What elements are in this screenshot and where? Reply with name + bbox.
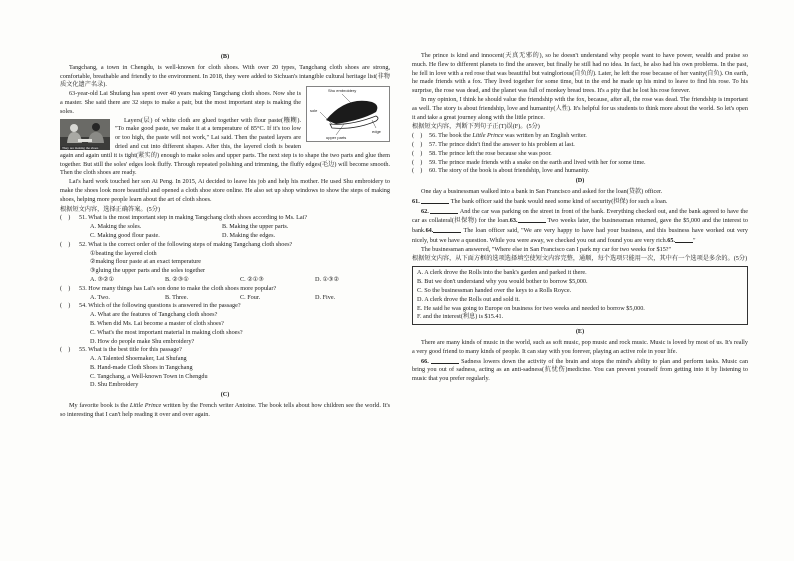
blank-63[interactable] — [518, 216, 546, 223]
blank-number-62: 62. — [421, 207, 429, 215]
passage-e-text-66: Sadness lowers down the activity of the brain and stops the mind's ability to plan and perform tasks. Music can bring you out of sadness, acting as an anti-sadness(抗忧伤)medicine. You can prevent yourself from getting into it by listening to music that you prefer regularly. — [412, 357, 748, 383]
paren-open-52: ( — [60, 240, 63, 248]
question-52-options — [60, 276, 390, 285]
statement-56 — [412, 132, 748, 141]
option-53-c[interactable]: C. Four. — [240, 293, 261, 301]
question-55-stem: 55. What is the best title for this passage? — [79, 346, 182, 354]
passage-d-paragraph-1: One day a businessman walked into a bank in San Francisco and asked for the loan(贷款) officer. — [421, 187, 663, 195]
answer-slot-55[interactable] — [60, 346, 70, 355]
option-53-b[interactable]: B. Three. — [165, 293, 189, 301]
right-column — [412, 52, 748, 384]
question-54 — [60, 302, 390, 311]
blank-65[interactable] — [675, 236, 693, 243]
option-54-c[interactable]: C. What's the most important material in making cloth shoes? — [90, 328, 243, 336]
tf-close-57: ) — [420, 140, 423, 148]
option-52-d[interactable]: D. ①③② — [315, 275, 340, 283]
question-52 — [60, 241, 390, 250]
option-52-c[interactable]: C. ②①③ — [240, 275, 264, 283]
tf-close-60: ) — [420, 167, 423, 175]
question-53 — [60, 285, 390, 294]
options-box — [412, 266, 748, 325]
passage-c-p1-start: My favorite book is the — [69, 402, 130, 410]
paren-open-53: ( — [60, 284, 63, 292]
paren-open-55: ( — [60, 346, 63, 354]
tf-open-60: ( — [412, 167, 415, 175]
tf-open-58: ( — [412, 149, 415, 157]
diagram-label-sole: sole — [310, 108, 318, 114]
book-title: Little Prince — [129, 402, 162, 410]
blank-number-61: 61. — [412, 197, 420, 205]
section-c-heading: (C) — [220, 391, 230, 399]
option-52-a[interactable]: A. ③②① — [90, 275, 115, 283]
blank-62[interactable] — [430, 207, 458, 214]
section-e-heading: (E) — [575, 328, 585, 336]
paren-close-54: ) — [68, 302, 71, 310]
statement-58-text: 58. The prince left the rose because she was poor. — [429, 149, 552, 157]
box-option-b: B. But we don't understand why you would bother to borrow $5,000. — [417, 278, 588, 286]
blank-64[interactable] — [433, 226, 461, 233]
section-d-instruction: 根据短文内容，从下面方框的选项选择填空使短文内容完整，通顺，每个选项只能用一次，其中有一个选项是多余的。(5分) — [412, 254, 748, 262]
passage-d-text-62: And the car was parking on the street in front of the bank. Everything checked out, and the bank agreed to have the car as collateral(担保物) for the loan. — [412, 207, 749, 225]
answer-slot-60[interactable] — [412, 167, 422, 176]
tf-close-59: ) — [420, 158, 423, 166]
box-option-d: D. A clerk drove the Rolls out and sold it. — [417, 295, 520, 303]
step-3: ③gluing the upper parts and the soles together — [90, 267, 206, 275]
diagram-label-upper: upper parts — [326, 135, 347, 141]
question-51-stem: 51. What is the most important step in making Tangchang cloth shoes according to Ms. Lai? — [79, 214, 308, 222]
box-option-e: E. He said he was going to Europe on business for two weeks and needed to borrow $5,000. — [417, 304, 645, 312]
passage-c-p1-end: written by the French writer Antoine. The book tells about how children see the world. It's so interesting that I can't help reading it over and over again. — [60, 402, 390, 418]
passage-d-paragraph-3: The businessman answered, "Where else in San Francisco can I park my car for two weeks for $15?" — [421, 245, 672, 253]
answer-slot-52[interactable] — [60, 241, 70, 250]
option-51-b[interactable]: B. Making the upper parts. — [222, 223, 289, 231]
question-53-stem: 53. How many things has Lai's son done to make the cloth shoes more popular? — [79, 284, 277, 292]
option-55-b[interactable]: B. Hand-made Cloth Shoes in Tangchang — [90, 363, 193, 371]
passage-c-paragraph-3: In my opinion, I think he should value the friendship with the fox, because, after all, the rose was dead. The friendship is important as well. The story is about friendship, love and humanity(人性). It's helpful for us students to think more about the world. So let's open it and take a great journey along with the little prince. — [412, 95, 748, 121]
statement-56-title: Little Prince — [472, 132, 504, 140]
answer-slot-51[interactable] — [60, 214, 70, 223]
blank-number-66: 66. — [421, 357, 429, 365]
passage-d-text-64: The loan officer said, "We are very happy to have had your business, and this business have worked out very nicely, but we have a question. While you were away, we checked you out and found you are very rich. — [412, 227, 748, 244]
option-55-a[interactable]: A. A Talented Shoemaker, Lai Shufang — [90, 355, 187, 363]
option-53-d[interactable]: D. Five. — [315, 293, 336, 301]
box-option-f: F. and the interest(利息) is $15.41. — [417, 313, 504, 321]
question-54-stem: 54. Which of the following questions is answered in the passage? — [79, 302, 241, 310]
passage-d-text-61: The bank officer said the bank would need some kind of security(担保) for such a loan. — [449, 197, 668, 205]
paren-close-55: ) — [68, 346, 71, 354]
answer-slot-56[interactable] — [412, 132, 422, 141]
tf-close-58: ) — [420, 149, 423, 157]
statement-56-start: 56. The book the — [429, 132, 473, 140]
option-53-a[interactable]: A. Two. — [90, 293, 110, 301]
option-54-a[interactable]: A. What are the features of Tangchang cloth shoes? — [90, 311, 218, 319]
paren-open-54: ( — [60, 302, 63, 310]
paren-open-51: ( — [60, 214, 63, 222]
blank-number-63: 63. — [509, 217, 518, 225]
statement-60-text: 60. The story of the book is about friendship, love and humanity. — [429, 167, 590, 175]
section-c-instruction: 根据短文内容，判断下列句子正(T)误(F)。(5分) — [412, 123, 540, 131]
tf-open-56: ( — [412, 132, 415, 140]
shoemaking-photo — [60, 119, 110, 150]
paren-close-51: ) — [68, 214, 71, 222]
statement-59 — [412, 159, 748, 168]
option-51-c[interactable]: C. Making good flour paste. — [90, 231, 160, 239]
option-52-b[interactable]: B. ②③① — [165, 275, 189, 283]
answer-slot-53[interactable] — [60, 285, 70, 294]
passage-b-paragraph-2: 63-year-old Lai Shufang has spent over 40 years making Tangchang cloth shoes. Now she is a master. She said there are 32 steps to make a pair, but the most important step is making the soles. — [60, 90, 301, 115]
option-51-d[interactable]: D. Making the edges. — [222, 231, 276, 239]
step-1: ①beating the layered cloth — [90, 249, 157, 257]
tf-close-56: ) — [420, 132, 423, 140]
option-51-a[interactable]: A. Making the soles. — [90, 223, 142, 231]
statement-57 — [412, 141, 748, 150]
blank-61[interactable] — [421, 197, 449, 204]
question-51-options-row-1 — [60, 223, 390, 232]
tf-open-57: ( — [412, 140, 415, 148]
passage-d-text-65-end: " — [693, 236, 696, 244]
option-55-d[interactable]: D. Shu Embroidery — [90, 381, 139, 389]
blank-number-64: 64. — [425, 227, 434, 235]
question-55 — [60, 346, 390, 355]
answer-slot-54[interactable] — [60, 302, 70, 311]
option-55-c[interactable]: C. Tangchang, a Well-known Town in Chengdu — [90, 372, 208, 380]
question-51 — [60, 214, 390, 223]
diagram-label-edge: edge — [372, 129, 381, 135]
answer-slot-58[interactable] — [412, 150, 422, 159]
passage-e-paragraph-2 — [412, 357, 748, 384]
photo-caption: They are making the shoes — [62, 145, 99, 150]
box-option-c: C. So the businessman handed over the keys to a Rolls Royce. — [417, 286, 572, 294]
answer-slot-59[interactable] — [412, 159, 422, 168]
box-option-a: A. A clerk drove the Rolls into the bank's garden and parked it there. — [417, 269, 587, 277]
question-51-options-row-2 — [60, 232, 390, 241]
passage-b-paragraph-3: Layers(层) of white cloth are glued together with flour paste(糨糊). "To make good paste, we make it at a temperature of 85°C. If it's too low or too high, the paste will not work," Lai said. Then the pasted layers are dried and cut into different shapes. After this, the layered cloth is beaten again and again until it is tight(紧实的) enough to make soles and upper parts. The next step is to shape the two parts and glue them together. But still the soles' edges look fluffy. Through repeated polishing and trimming, the fluffy edges(毛边) will become smooth. Then the cloth shoes are ready. — [60, 116, 390, 177]
blank-number-65: 65. — [667, 236, 675, 244]
statement-56-end: was written by an English writer. — [503, 132, 587, 140]
diagram-label-embroidery: Shu embroidery — [328, 88, 357, 94]
step-2: ②making flour paste at an exact temperature — [90, 258, 202, 266]
answer-slot-57[interactable] — [412, 141, 422, 150]
passage-d-paragraph-2 — [412, 207, 748, 246]
tf-open-59: ( — [412, 158, 415, 166]
passage-e-paragraph-1: There are many kinds of music in the world, such as soft music, pop music and rock music. Music is loved by most of us. It's really a very good friend to many kinds of people. It can stay with you forever, playing an active role in your life. — [412, 338, 748, 355]
passage-b-paragraph-1: Tangchang, a town in Chengdu, is well-known for cloth shoes. With over 20 types, Tangchang cloth shoes are strong, comfortable, breathable and friendly to the environment. In 2018, they were added to Sichuan's intangible cultural heritage list(非物质文化遗产名录). — [60, 63, 390, 89]
passage-c-paragraph-1 — [60, 402, 390, 420]
blank-66[interactable] — [431, 357, 459, 364]
passage-b-paragraph-4: Lai's hard work touched her son Ai Peng. In 2015, Ai decided to leave his job and help his mother. He used Shu embroidery to make the shoes look more beautiful and opened a cloth shoe store online. He also set up shop windows to show the steps of making shoes, helping more people learn about the art of cloth shoes. — [60, 178, 390, 203]
statement-58 — [412, 150, 748, 159]
option-54-b[interactable]: B. When did Ms. Lai become a master of cloth shoes? — [90, 319, 224, 327]
passage-d-line-61 — [412, 197, 748, 207]
question-52-stem: 52. What is the correct order of the following steps of making Tangchang cloth shoes? — [79, 240, 293, 248]
passage-d-text-63: Two weeks later, the businessman returned, gave the $5,000 and the interest to bank. — [412, 217, 748, 235]
question-53-options — [60, 294, 390, 303]
statement-59-text: 59. The prince made friends with a snake on the earth and lived with her for some time. — [429, 158, 646, 166]
passage-c-paragraph-2: The prince is kind and innocent(天真无邪的), so he doesn't understand why people want to have power, wealth and praise so much. He flew to different planets to find the answer, but finally he still had no idea. In fact, he also had his own problems. In the past, he fell in love with a red rose that was beautiful but vainglorious(自负的). Later, he left the rose because of her vanity(自负). On earth, he made friends with a fox. They lived together for some time, but in the end he made up his mind to leave to find his rose. To his surprise, the rose was dead, and the planet was full of monkey bread trees. It's a pity that he lost his rose forever. — [412, 52, 748, 95]
section-b-instruction: 根据短文内容，选择正确答案。(5分) — [60, 205, 161, 213]
section-d-heading: (D) — [575, 177, 585, 185]
statement-57-text: 57. The prince didn't find the answer to his problem at last. — [429, 140, 575, 148]
left-column — [60, 52, 390, 420]
section-b-heading: (B) — [220, 53, 230, 60]
shoe-diagram — [306, 86, 390, 142]
statement-60 — [412, 167, 748, 176]
paren-close-53: ) — [68, 284, 71, 292]
paren-close-52: ) — [68, 240, 71, 248]
option-54-d[interactable]: D. How do people make Shu embroidery? — [90, 337, 195, 345]
